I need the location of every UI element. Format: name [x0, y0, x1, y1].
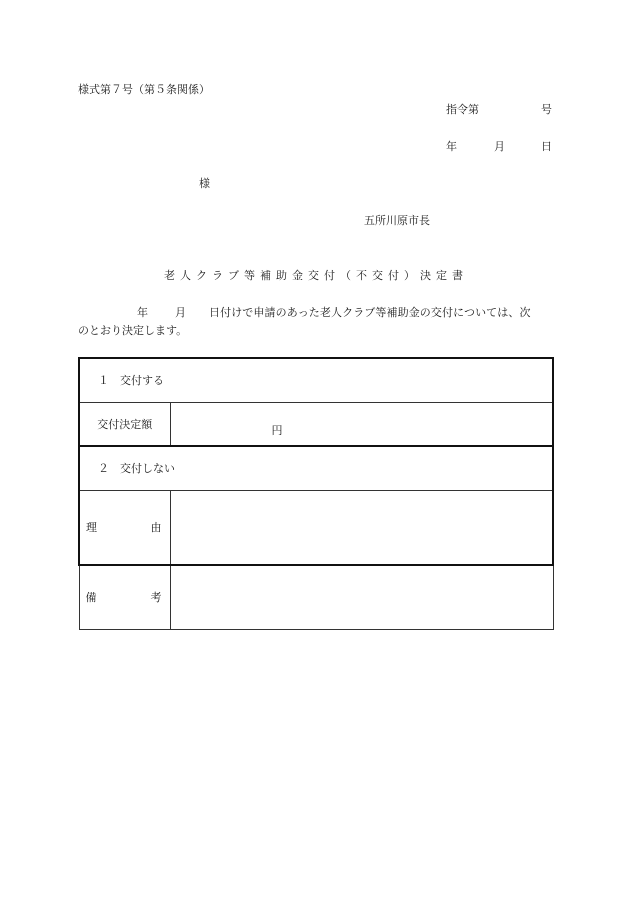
ref-number-prefix: 指令第	[446, 103, 479, 116]
ref-number-suffix: 号	[541, 103, 552, 116]
amount-label: 交付決定額	[79, 402, 170, 446]
addressee-suffix: 様	[199, 177, 210, 190]
body-text-line1: 日付けで申請のあった老人クラブ等補助金の交付については、次	[209, 306, 531, 319]
document-title: 老人クラブ等補助金交付（不交付）決定書	[164, 269, 468, 282]
body-text-line2: のとおり決定します。	[78, 324, 188, 337]
body-month: 月	[175, 306, 186, 319]
section-grant-heading: １ 交付する	[79, 358, 553, 402]
section-no-grant-heading: ２ 交付しない	[79, 446, 553, 490]
decision-table	[78, 357, 554, 630]
amount-row	[79, 402, 553, 446]
reason-row	[79, 490, 553, 565]
reason-cell[interactable]	[170, 490, 553, 565]
form-number: 様式第７号（第５条関係）	[78, 83, 210, 96]
issuer: 五所川原市長	[364, 214, 430, 227]
date-day: 日	[541, 140, 552, 153]
date-year: 年	[446, 140, 457, 153]
remarks-label-char1: 備	[85, 591, 97, 605]
remarks-label-char2: 考	[150, 591, 162, 605]
date-month: 月	[494, 140, 505, 153]
section-grant-row	[79, 358, 553, 402]
reason-label-char1: 理	[86, 521, 97, 535]
amount-unit: 円	[271, 424, 283, 437]
reason-label	[79, 490, 170, 565]
remarks-cell[interactable]	[170, 565, 553, 629]
remarks-label	[79, 565, 170, 629]
remarks-row	[79, 565, 553, 629]
reason-label-char2: 由	[150, 521, 162, 535]
body-year: 年	[137, 306, 148, 319]
amount-cell[interactable]	[170, 402, 553, 446]
section-no-grant-row	[79, 446, 553, 490]
